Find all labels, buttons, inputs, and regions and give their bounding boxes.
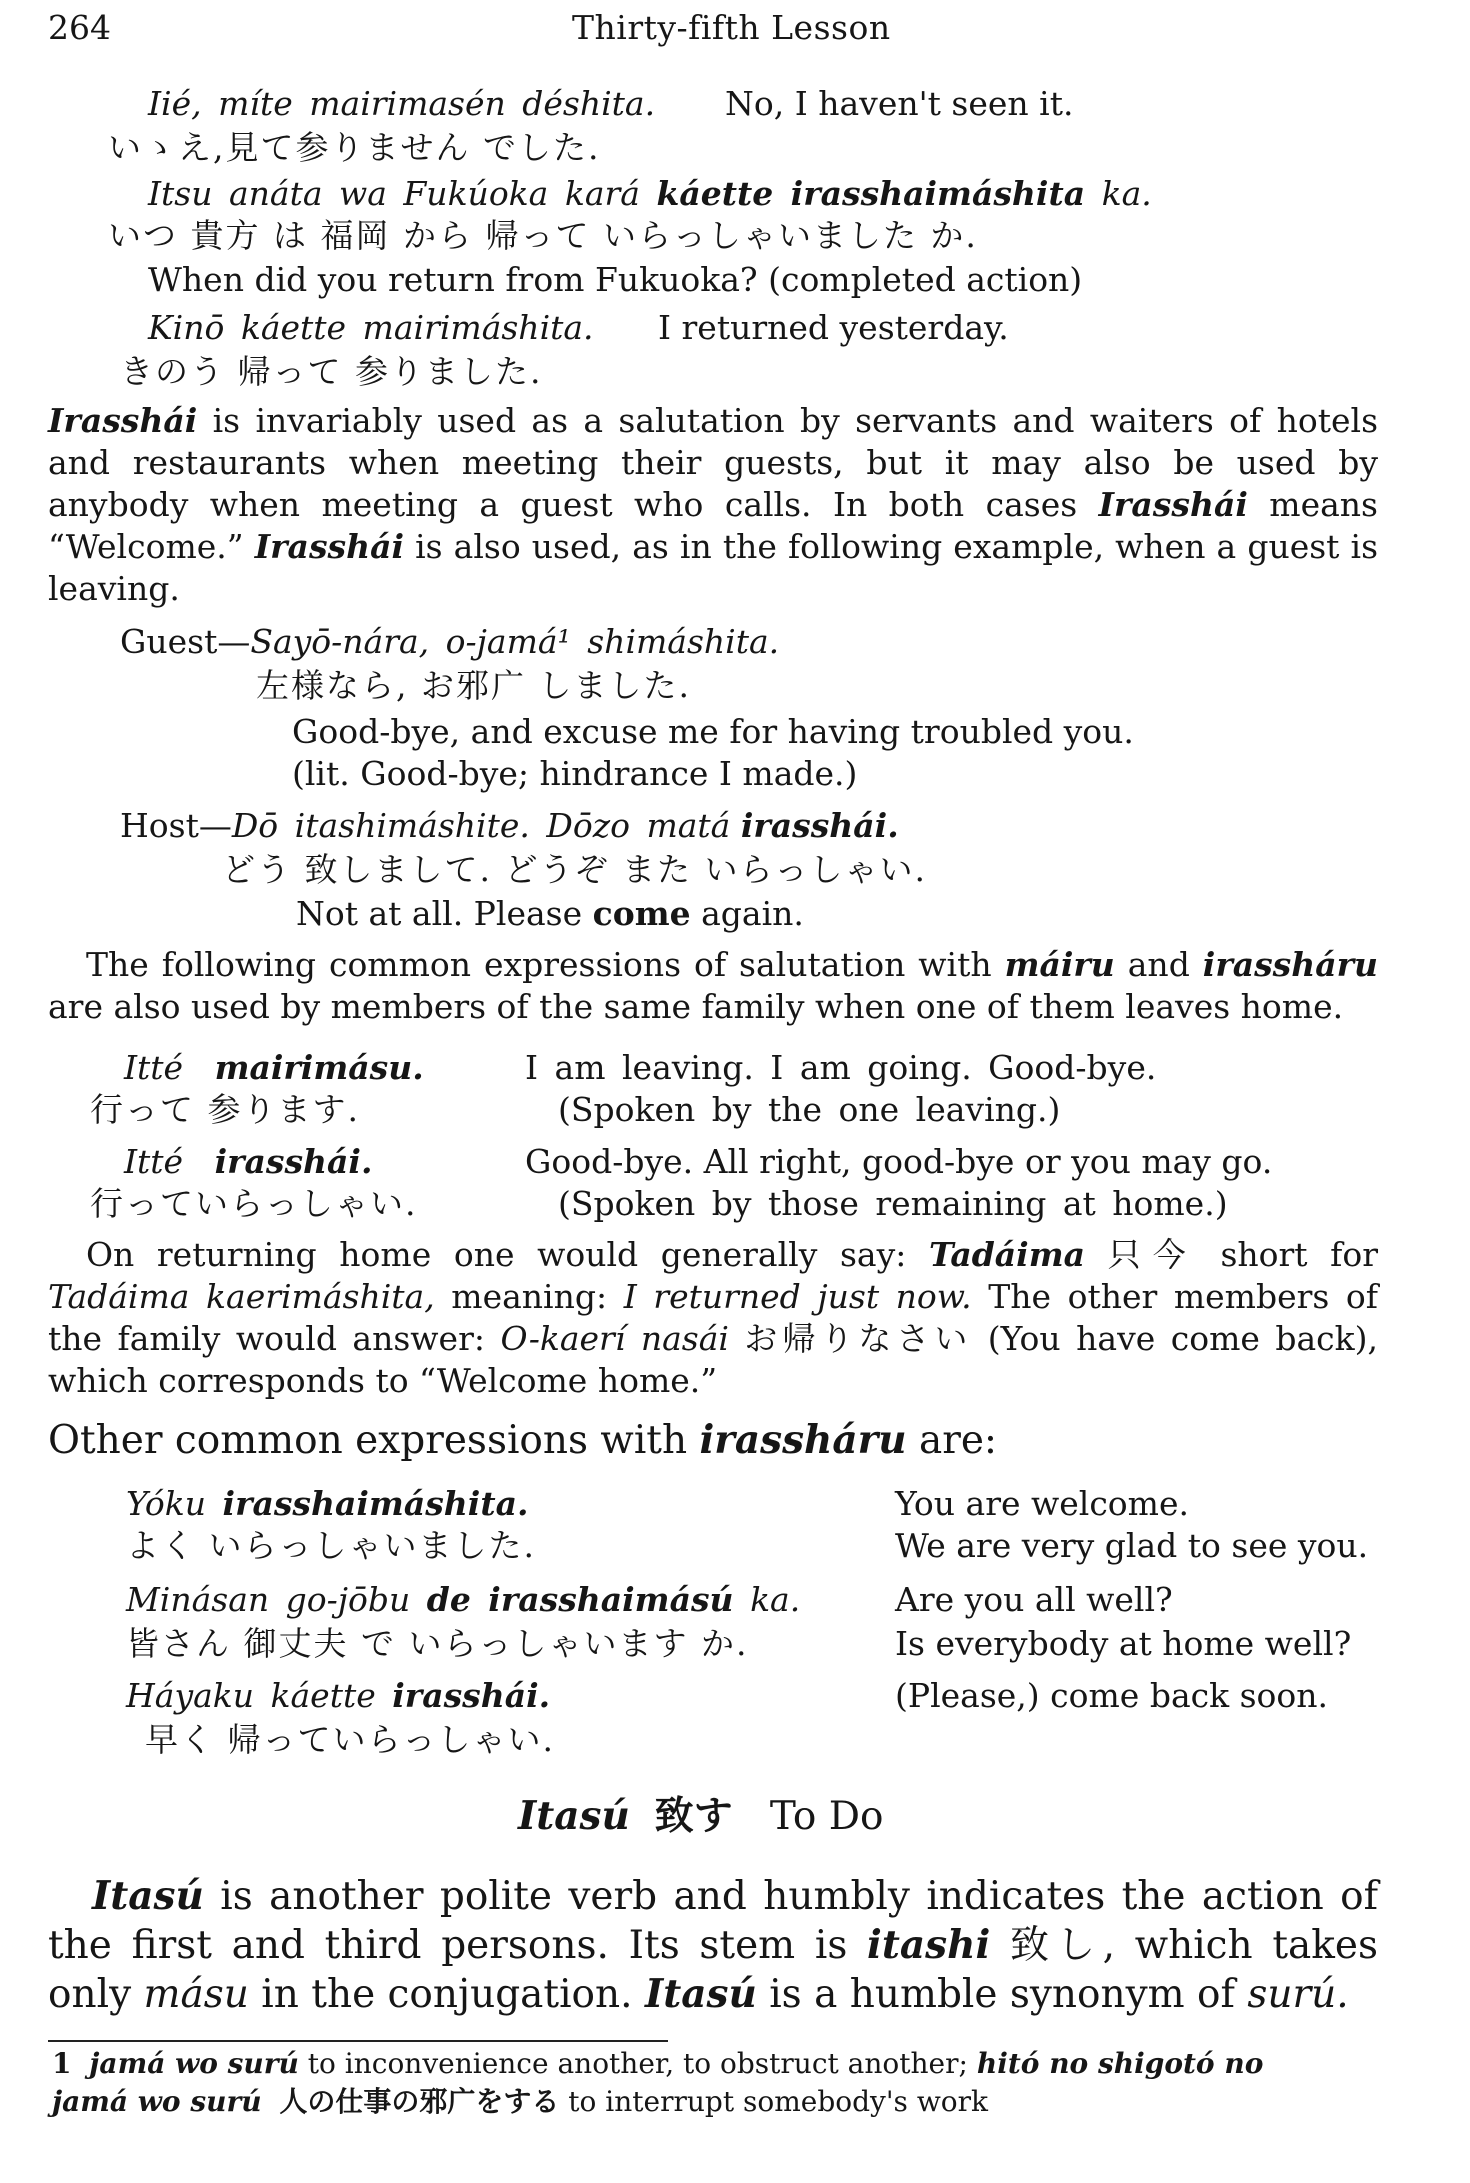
expression-note: (Spoken by those remaining at home.): [558, 1184, 1228, 1223]
paragraph-text: in the conjugation.: [248, 1972, 645, 2017]
romaji-emphasis: irasshái.: [392, 1676, 551, 1715]
host-translation-emphasis: come: [592, 894, 691, 933]
romaji-emphasis: káette irasshaimáshita: [656, 174, 1086, 213]
host-romaji-emphasis: irasshái.: [740, 806, 899, 845]
expression-japanese: 行っていらっしゃい.: [90, 1184, 418, 1223]
paragraph-text: is another polite verb and humbly indicates the action of the first and third persons. Its stem is: [48, 1874, 1378, 1968]
expression-meaning: (Please,) come back soon.: [895, 1676, 1328, 1715]
full-phrase: Tadáima kaerimáshita,: [48, 1277, 435, 1316]
answer-phrase: O-kaerí nasái: [500, 1319, 729, 1358]
footnote-line: [52, 2046, 1263, 2082]
guest-japanese: 左様なら, お邪广 しました.: [256, 666, 691, 705]
paragraph-text: means “Welcome.”: [48, 485, 1378, 566]
expression-meaning: We are very glad to see you.: [895, 1526, 1369, 1565]
example-japanese: いゝえ,見て参りません でした.: [108, 128, 601, 167]
paragraph-text: On returning home one would generally say:: [86, 1235, 929, 1274]
guest-literal: (lit. Good-bye; hindrance I made.): [292, 754, 858, 793]
paragraph-text: The following common expressions of salutation with: [86, 945, 1005, 984]
paragraph-text: (You have come back), which corresponds to “Welcome home.”: [48, 1319, 1378, 1400]
romaji-emphasis: irasshái.: [214, 1142, 373, 1181]
footnote-line: [52, 2084, 988, 2120]
host-translation-text: Not at all. Please: [296, 894, 593, 933]
section-title-english: To Do: [769, 1794, 884, 1839]
romaji-text: Itté: [124, 1048, 184, 1087]
page-number: 264: [48, 8, 111, 47]
term: Itasú: [92, 1873, 204, 1919]
meaning-phrase: I returned just now.: [623, 1277, 972, 1316]
paragraph: [48, 400, 1378, 610]
example-translation: I returned yesterday.: [658, 308, 1009, 347]
term: itashi: [867, 1922, 991, 1968]
paragraph-text: , which takes only: [48, 1923, 1378, 2017]
speaker-label: Guest—: [120, 622, 251, 661]
paragraph-text: short for: [1197, 1235, 1378, 1274]
footnote-text: to interrupt somebody's work: [559, 2085, 989, 2118]
expression-romaji: [126, 1676, 550, 1716]
paragraph: [48, 1872, 1378, 2019]
kanji: 只今: [1107, 1235, 1198, 1274]
term: irassháru: [699, 1417, 907, 1463]
expression-romaji: [124, 1142, 372, 1182]
paragraph-text: The other members of the family would answer:: [48, 1277, 1378, 1358]
example-romaji: Kinō káette mairimáshita.: [148, 308, 594, 347]
other-expressions-heading: [48, 1416, 997, 1465]
term: Irasshái: [1098, 485, 1248, 524]
paragraph-text: are also used by members of the same family when one of them leaves home.: [48, 987, 1344, 1026]
romaji-emphasis: mairimásu.: [214, 1048, 424, 1087]
term: Itasú: [644, 1971, 757, 2017]
footnote-rule: [48, 2040, 668, 2042]
expression-romaji: [126, 1484, 528, 1524]
host-translation-text: again.: [690, 894, 804, 933]
stem-japanese: 致し: [1009, 1923, 1103, 1968]
section-heading: [518, 1792, 883, 1841]
term: másu: [143, 1972, 249, 2017]
romaji-text: Yóku: [126, 1484, 207, 1523]
expression-meaning: I am leaving. I am going. Good-bye.: [525, 1048, 1157, 1087]
paragraph-text: is also used, as in the following example, when a guest is leaving.: [48, 527, 1379, 608]
expression-note: (Spoken by the one leaving.): [558, 1090, 1061, 1129]
paragraph-text: meaning:: [434, 1277, 624, 1316]
expression-japanese: よく いらっしゃいました.: [126, 1526, 536, 1565]
romaji-text: Itté: [124, 1142, 184, 1181]
expression-meaning: Good-bye. All right, good-bye or you may go.: [525, 1142, 1273, 1181]
romaji-text: ka.: [750, 1580, 801, 1619]
term: surú.: [1247, 1972, 1349, 2017]
guest-translation: Good-bye, and excuse me for having troubled you.: [292, 712, 1134, 751]
footnote-japanese: 人の仕事の邪广をする: [279, 2085, 560, 2118]
host-translation: [296, 894, 804, 934]
footnote-term: jamá wo surú: [89, 2047, 299, 2080]
expression-meaning: You are welcome.: [895, 1484, 1189, 1523]
footnote-term: jamá wo surú: [52, 2085, 262, 2118]
paragraph: [48, 1234, 1378, 1402]
example-japanese: いつ 貴方 は 福岡 から 帰って いらっしゃいました か.: [108, 216, 978, 255]
example-translation: No, I haven't seen it.: [725, 84, 1074, 123]
paragraph-text: is a humble synonym of: [756, 1972, 1248, 2017]
heading-text: Other common expressions with: [48, 1418, 700, 1463]
example-romaji: [148, 174, 1152, 214]
term: Irasshái: [254, 527, 405, 566]
term: Irasshái: [48, 401, 198, 440]
term: máiru: [1004, 945, 1115, 984]
running-title: Thirty-fifth Lesson: [572, 8, 891, 47]
paragraph-text: is invariably used as a salutation by servants and waiters of hotels and restaurants when meeting their guests, but it may also be used by anybody when meeting a guest who calls. In both cases: [48, 401, 1378, 524]
host-japanese: どう 致しまして. どうぞ また いらっしゃい.: [222, 850, 927, 889]
guest-romaji: Sayō-nára, o-jamá¹ shimáshita.: [250, 622, 780, 661]
romaji-text: ka.: [1101, 174, 1152, 213]
section-title-romaji: Itasú: [518, 1793, 630, 1839]
heading-text: are:: [906, 1418, 998, 1463]
romaji-text: Minásan go-jōbu: [126, 1580, 411, 1619]
speaker-label: Host—: [120, 806, 232, 845]
answer-japanese: お帰りなさい: [744, 1319, 973, 1358]
expression-japanese: 早く 帰っていらっしゃい.: [145, 1720, 555, 1759]
example-romaji: Iié, míte mairimasén déshita.: [148, 84, 656, 123]
expression-meaning: Are you all well?: [895, 1580, 1173, 1619]
footnote-number: 1: [52, 2047, 72, 2080]
footnote-term: hitó no shigotó no: [976, 2047, 1264, 2080]
paragraph-text: and: [1114, 945, 1203, 984]
term: irassháru: [1202, 945, 1378, 984]
expression-romaji: [124, 1048, 424, 1088]
expression-japanese: 行って 参ります.: [90, 1090, 360, 1129]
term: Tadáima: [928, 1235, 1086, 1274]
section-title-kanji: 致す: [654, 1793, 733, 1839]
romaji-text: Háyaku káette: [126, 1676, 376, 1715]
dialogue-guest-line: [120, 622, 779, 662]
host-romaji: Dō itashimáshite. Dōzo matá: [231, 806, 731, 845]
expression-meaning: Is everybody at home well?: [895, 1624, 1352, 1663]
romaji-emphasis: de irasshaimású: [426, 1580, 734, 1619]
footnote-text: to inconvenience another, to obstruct another;: [298, 2047, 977, 2080]
example-japanese: きのう 帰って 参りました.: [120, 352, 543, 391]
expression-romaji: [126, 1580, 800, 1620]
romaji-emphasis: irasshaimáshita.: [222, 1484, 529, 1523]
paragraph: [48, 944, 1378, 1028]
expression-japanese: 皆さん 御丈夫 で いらっしゃいます か.: [126, 1624, 749, 1663]
dialogue-host-line: [120, 806, 899, 846]
example-translation: When did you return from Fukuoka? (completed action): [148, 260, 1083, 299]
romaji-text: Itsu anáta wa Fukúoka kará: [148, 174, 640, 213]
